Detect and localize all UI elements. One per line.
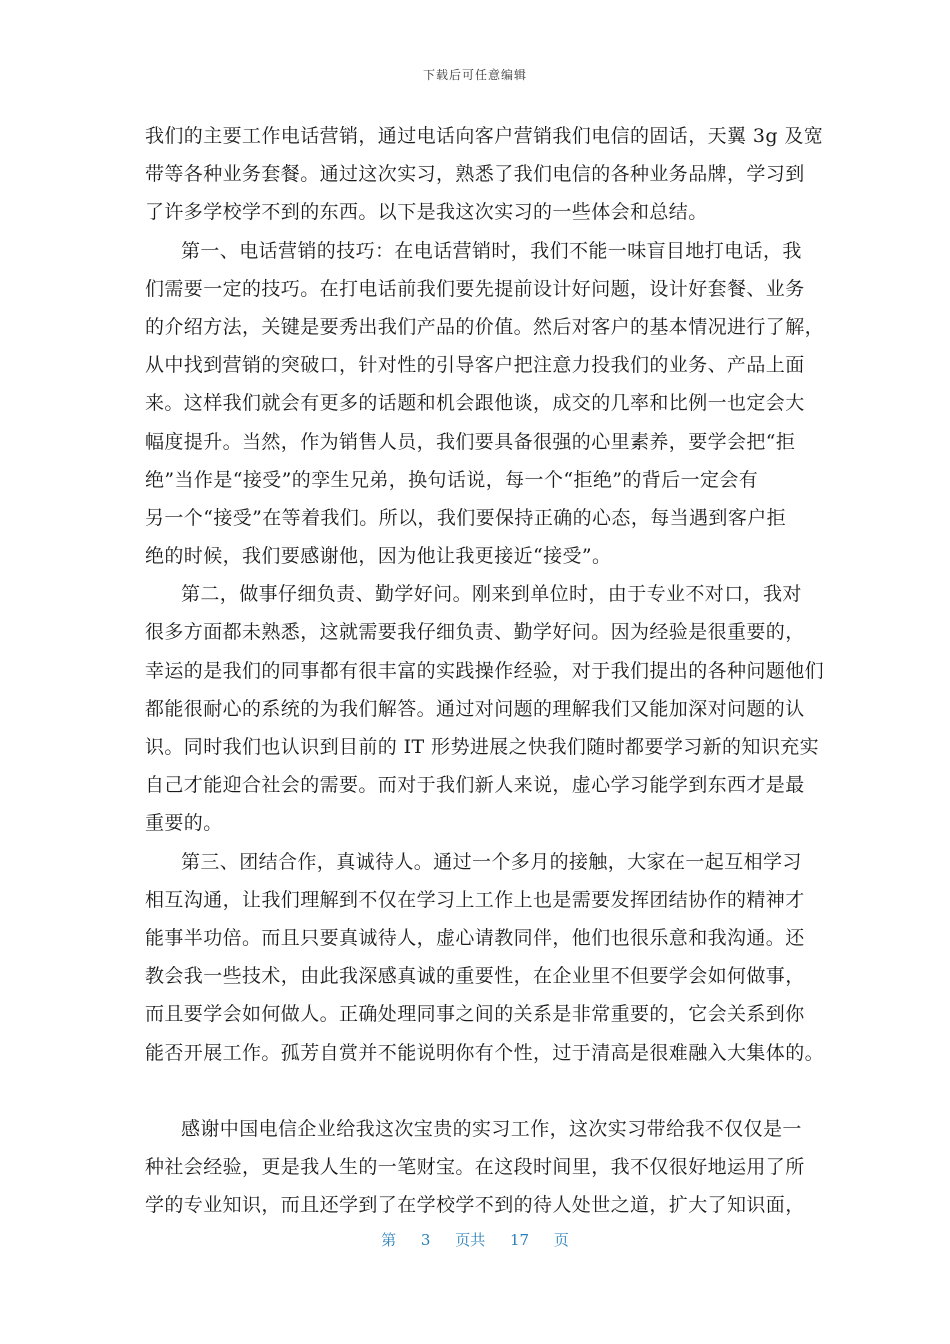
text-line: 能事半功倍。而且只要真诚待人，虚心请教同伴，他们也很乐意和我沟通。还 <box>145 926 805 949</box>
text-line: 我们的主要工作电话营销，通过电话向客户营销我们电信的固话，天翼 3g 及宽 <box>145 125 824 147</box>
page-header-note: 下载后可任意编辑 <box>422 68 527 82</box>
text-line: 种社会经验，更是我人生的一笔财宝。在这段时间里，我不仅很好地运用了所 <box>145 1155 805 1178</box>
document-body <box>145 117 825 1224</box>
text-line: 另一个“接受”在等着我们。所以，我们要保持正确的心态，每当遇到客户拒 <box>145 506 787 529</box>
text-line: 教会我一些技术，由此我深感真诚的重要性，在企业里不但要学会如何做事， <box>145 965 805 988</box>
text-line: 从中找到营销的突破口，针对性的引导客户把注意力投我们的业务、产品上面 <box>145 354 805 377</box>
text-line: 学的专业知识，而且还学到了在学校学不到的待人处世之道，扩大了知识面， <box>145 1194 805 1217</box>
text-line: 的介绍方法，关键是要秀出我们产品的价值。然后对客户的基本情况进行了解， <box>145 315 825 338</box>
page-label-mid: 页共 <box>455 1231 486 1249</box>
paragraph-start-line: 第二，做事仔细负责、勤学好问。刚来到单位时，由于专业不对口，我对 <box>181 583 802 606</box>
text-line: 都能很耐心的系统的为我们解答。通过对问题的理解我们又能加深对问题的认 <box>145 697 805 720</box>
text-line: 带等各种业务套餐。通过这次实习，熟悉了我们电信的各种业务品牌，学习到 <box>145 163 805 186</box>
paragraph-start-line: 第三、团结合作，真诚待人。通过一个多月的接触，大家在一起互相学习 <box>181 850 802 873</box>
text-line: 很多方面都未熟悉，这就需要我仔细负责、勤学好问。因为经验是很重要的， <box>145 621 805 644</box>
page-number-footer <box>0 1229 950 1250</box>
text-line: 能否开展工作。孤芳自赏并不能说明你有个性，过于清高是很难融入大集体的。 <box>145 1041 825 1064</box>
paragraph-start-line: 感谢中国电信企业给我这次宝贵的实习工作，这次实习带给我不仅仅是一 <box>181 1117 802 1140</box>
text-line: 识。同时我们也认识到目前的 IT 形势进展之快我们随时都要学习新的知识充实 <box>145 736 820 758</box>
text-line: 幸运的是我们的同事都有很丰富的实践操作经验，对于我们提出的各种问题他们 <box>145 659 825 682</box>
page-label-start: 第 <box>381 1231 397 1249</box>
text-line: 自己才能迎合社会的需要。而对于我们新人来说，虚心学习能学到东西才是最 <box>145 774 805 797</box>
text-line: 相互沟通，让我们理解到不仅在学习上工作上也是需要发挥团结协作的精神才 <box>145 888 805 911</box>
paragraph-gap <box>145 1072 807 1110</box>
page-label-end: 页 <box>553 1231 569 1249</box>
text-line: 而且要学会如何做人。正确处理同事之间的关系是非常重要的，它会关系到你 <box>145 1003 805 1026</box>
text-line: 们需要一定的技巧。在打电话前我们要先提前设计好问题，设计好套餐、业务 <box>145 277 805 300</box>
text-line: 了许多学校学不到的东西。以下是我这次实习的一些体会和总结。 <box>145 201 708 224</box>
paragraph-start-line: 第一、电话营销的技巧：在电话营销时，我们不能一味盲目地打电话，我 <box>181 239 802 262</box>
total-pages-number: 17 <box>510 1231 530 1249</box>
current-page-number: 3 <box>420 1231 431 1249</box>
text-line: 来。这样我们就会有更多的话题和机会跟他谈，成交的几率和比例一也定会大 <box>145 392 805 415</box>
text-line: 幅度提升。当然，作为销售人员，我们要具备很强的心里素养，要学会把“拒 <box>145 430 796 453</box>
text-line: 绝的时候，我们要感谢他，因为他让我更接近“接受”。 <box>145 545 612 568</box>
text-line: 绝”当作是“接受”的孪生兄弟，换句话说，每一个“拒绝”的背后一定会有 <box>145 468 759 491</box>
text-line: 重要的。 <box>145 812 223 835</box>
